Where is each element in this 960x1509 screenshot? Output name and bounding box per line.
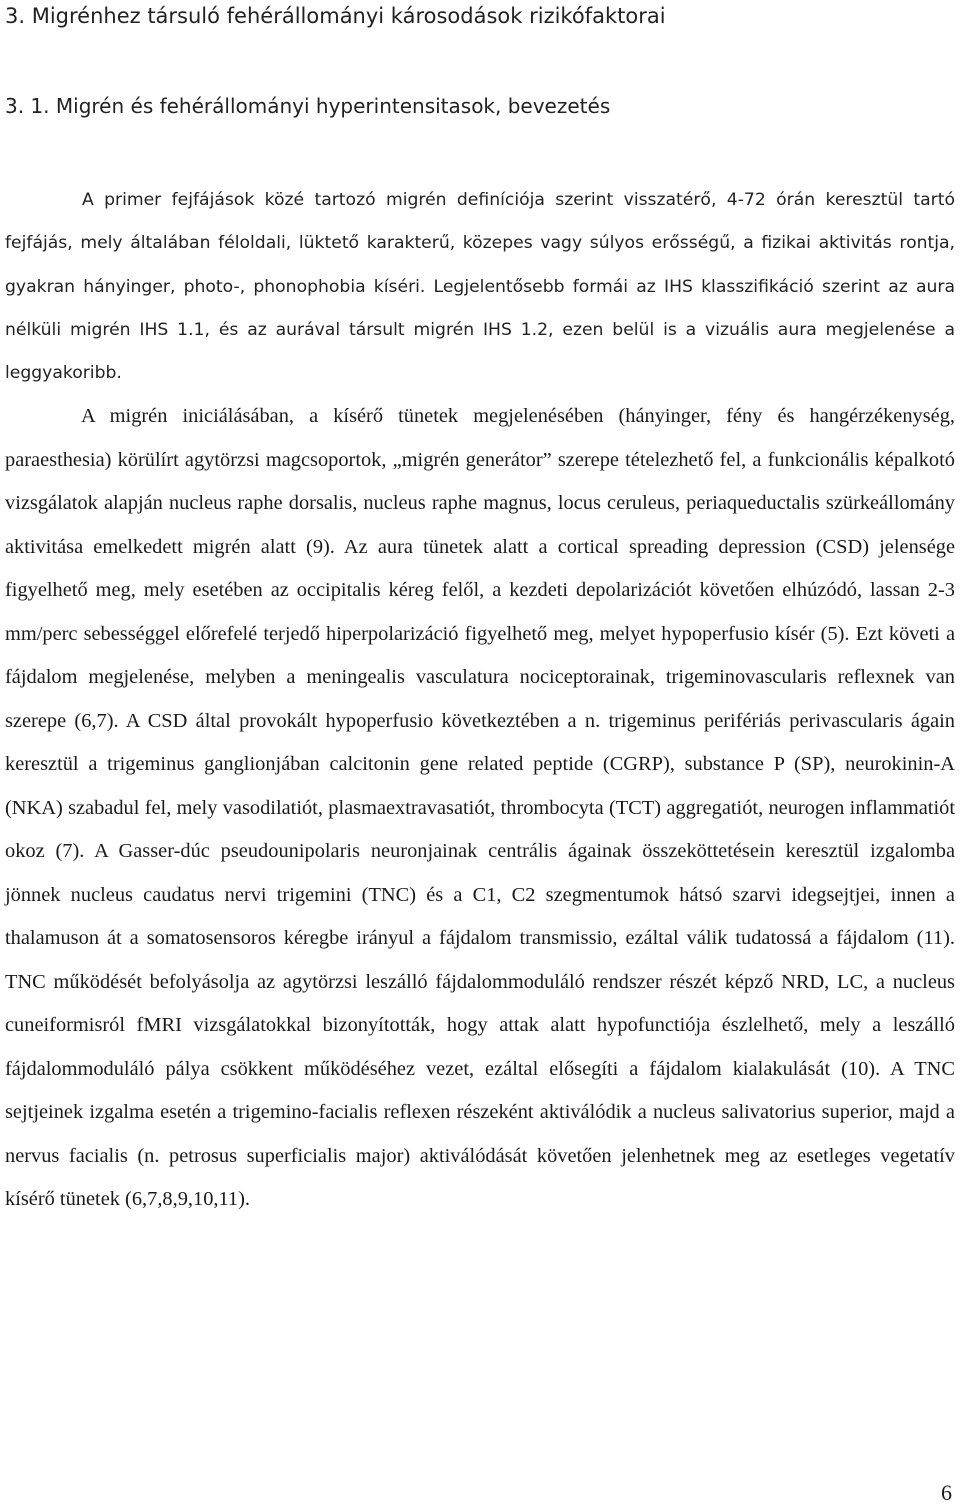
subsection-heading: 3. 1. Migrén és fehérállományi hyperintensitasok, bevezetés bbox=[5, 94, 611, 118]
document-page bbox=[5, 0, 955, 1222]
paragraph-pathophysiology: A migrén iniciálásában, a kísérő tünetek megjelenésében (hányinger, fény és hangérzékenység, paraesthesia) körülírt agytörzsi magcsoportok, „migrén generátor” szerepe tételezhető fel, a funkcionális képalkotó vizsgálatok alapján nucleus raphe dorsalis, nucleus raphe magnus, locus ceruleus, periaqueductalis szürkeállomány aktivitása emelkedett migrén alatt (9). Az aura tünetek alatt a cortical spreading depression (CSD) jelensége figyelhető meg, mely esetében az occipitalis kéreg felől, a kezdeti depolarizációt követően elhúzódó, lassan 2-3 mm/perc sebességgel előrefelé terjedő hiperpolarizáció figyelhető meg, melyet hypoperfusio kísér (5). Ezt követi a fájdalom megjelenése, melyben a meningealis vasculatura nociceptorainak, trigeminovascularis reflexnek van szerepe (6,7). A CSD által provokált hypoperfusio következtében a n. trigeminus perifériás perivascularis ágain keresztül a trigeminus ganglionjában calcitonin gene related peptide (CGRP), substance P (SP), neurokinin-A (NKA) szabadul fel, mely vasodilatiót, plasmaextravasatiót, thrombocyta (TCT) aggregatiót, neurogen inflammatiót okoz (7). A Gasser-dúc pseudounipolaris neuronjainak centrális ágainak összeköttetésein keresztül izgalomba jönnek nucleus caudatus nervi trigemini (TNC) és a C1, C2 szegmentumok hátsó szarvi idegsejtjei, innen a thalamuson át a somatosensoros kéregbe irányul a fájdalom transmissio, ezáltal válik tudatossá a fájdalom (11). TNC működését befolyásolja az agytörzsi leszálló fájdalommoduláló rendszer részét képző NRD, LC, a nucleus cuneiformisról fMRI vizsgálatokkal bizonyították, hogy attak alatt hypofunctiója észlelhető, mely a leszálló fájdalommoduláló pálya csökkent működéséhez vezet, ezáltal elősegíti a fájdalom kialakulását (10). A TNC sejtjeinek izgalma esetén a trigemino-facialis reflexen részeként aktiválódik a nucleus salivatorius superior, majd a nervus facialis (n. petrosus superficialis major) aktiválódását követően jelenhetnek meg az esetleges vegetatív kísérő tünetek (6,7,8,9,10,11). bbox=[5, 405, 955, 1211]
paragraph-definition: A primer fejfájások közé tartozó migrén definíciója szerint visszatérő, 4-72 órán keresztül tartó fejfájás, mely általában féloldali, lüktető karakterű, közepes vagy súlyos erősségű, a fizikai aktivitás rontja, gyakran hányinger, photo-, phonophobia kíséri. Legjelentősebb formái az IHS klasszifikáció szerint az aura nélküli migrén IHS 1.1, és az aurával társult migrén IHS 1.2, ezen belül is a vizuális aura megjelenése a leggyakoribb. bbox=[5, 190, 955, 384]
section-heading: 3. Migrénhez társuló fehérállományi károsodások rizikófaktorai bbox=[5, 4, 666, 28]
page-number: 6 bbox=[941, 1480, 952, 1505]
